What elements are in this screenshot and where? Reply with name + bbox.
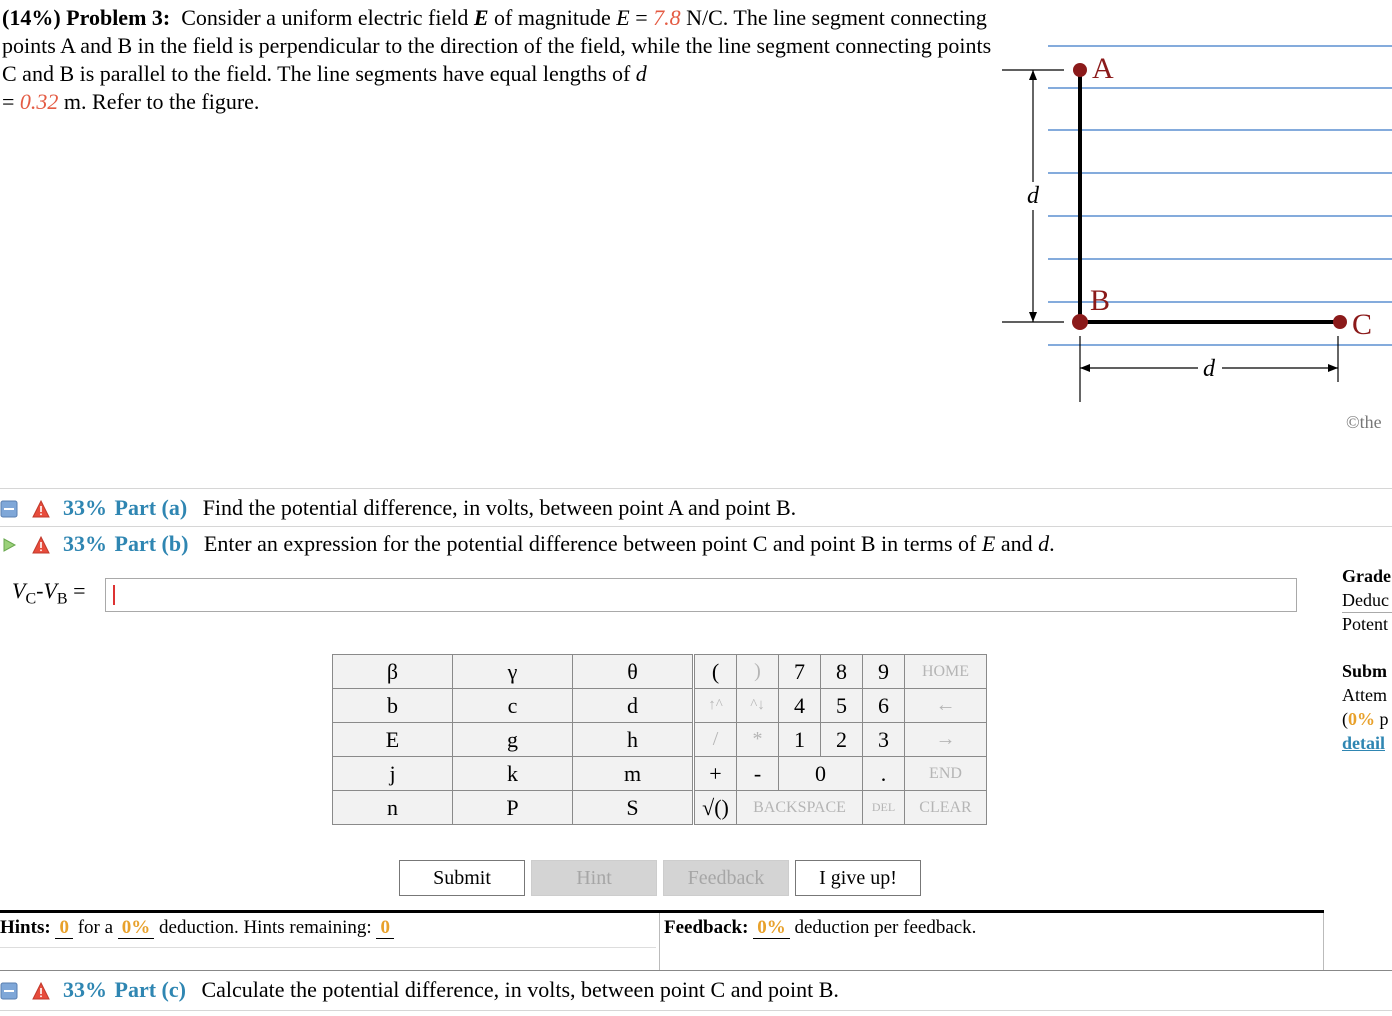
key-6[interactable]: 6 <box>863 689 905 723</box>
key-b[interactable]: b <box>333 689 453 723</box>
field-figure <box>1000 40 1392 440</box>
key-divide[interactable]: / <box>695 723 737 757</box>
key-5[interactable]: 5 <box>821 689 863 723</box>
part-b-row[interactable] <box>0 529 1055 559</box>
answer-dash: - <box>36 578 44 603</box>
submission-panel <box>1342 659 1389 755</box>
paren: ( <box>1342 709 1348 729</box>
key-minus[interactable]: - <box>737 757 779 791</box>
key-decimal[interactable]: . <box>863 757 905 791</box>
label-A: A <box>1092 52 1114 85</box>
problem-text: = <box>2 89 20 114</box>
submission-p: p <box>1375 709 1389 729</box>
key-gamma[interactable]: γ <box>453 655 573 689</box>
hints-remaining: 0 <box>376 917 394 939</box>
key-k[interactable]: k <box>453 757 573 791</box>
feedback-label: Feedback: <box>664 917 749 938</box>
grade-potential: Potent <box>1342 614 1389 634</box>
problem-text: Consider a uniform electric field <box>181 5 474 30</box>
feedback-line <box>664 915 976 941</box>
divider <box>659 913 660 970</box>
key-m[interactable]: m <box>573 757 693 791</box>
hints-label: Hints: <box>0 917 51 938</box>
answer-V: V <box>12 578 26 603</box>
feedback-button[interactable]: Feedback <box>663 860 789 896</box>
symbol-E: E <box>473 5 489 30</box>
variable-keypad <box>332 654 693 825</box>
part-b-text-pre: Enter an expression for the potential difference between point C and point B in terms of <box>203 531 982 556</box>
key-h[interactable]: h <box>573 723 693 757</box>
answer-equals: = <box>67 578 86 603</box>
text-caret <box>113 585 115 605</box>
label-B: B <box>1090 284 1111 317</box>
field-magnitude-value: 7.8 <box>653 5 681 30</box>
key-3[interactable]: 3 <box>863 723 905 757</box>
divider <box>0 1010 1392 1011</box>
point-A <box>1073 63 1087 77</box>
answer-sub-C: C <box>25 590 37 608</box>
key-multiply[interactable]: * <box>737 723 779 757</box>
key-9[interactable]: 9 <box>863 655 905 689</box>
problem-text: = <box>629 5 654 30</box>
symbol-d: d <box>635 61 647 86</box>
part-a-label: Part (a) <box>114 495 188 520</box>
expand-arrow-icon[interactable] <box>0 536 18 554</box>
key-plus[interactable]: + <box>695 757 737 791</box>
divider <box>1342 612 1392 613</box>
collapse-icon[interactable] <box>0 500 18 518</box>
feedback-text: deduction per feedback. <box>789 917 977 938</box>
key-beta[interactable]: β <box>333 655 453 689</box>
submission-pct: 0% <box>1348 709 1375 729</box>
key-1[interactable]: 1 <box>779 723 821 757</box>
key-g[interactable]: g <box>453 723 573 757</box>
numeric-keypad <box>694 654 987 825</box>
submission-attempts: Attem <box>1342 685 1387 705</box>
label-d-horizontal: d <box>1203 356 1215 382</box>
key-8[interactable]: 8 <box>821 655 863 689</box>
symbol-E: E <box>616 5 630 30</box>
hint-button[interactable]: Hint <box>531 860 657 896</box>
key-P[interactable]: P <box>453 791 573 825</box>
key-2[interactable]: 2 <box>821 723 863 757</box>
key-clear[interactable]: CLEAR <box>905 791 987 825</box>
key-delete[interactable]: DEL <box>863 791 905 825</box>
warning-icon <box>32 982 50 1000</box>
problem-text: of magnitude <box>488 5 617 30</box>
warning-icon <box>32 536 50 554</box>
hints-line <box>0 915 394 941</box>
divider <box>1323 913 1324 970</box>
hints-text: deduction. Hints remaining: <box>154 917 377 938</box>
key-7[interactable]: 7 <box>779 655 821 689</box>
key-open-paren[interactable]: ( <box>695 655 737 689</box>
divider <box>0 526 1392 527</box>
details-link[interactable]: detail <box>1342 733 1385 753</box>
key-backspace[interactable]: BACKSPACE <box>737 791 863 825</box>
part-c-row[interactable] <box>0 975 839 1005</box>
submissions-title: Subm <box>1342 661 1388 681</box>
part-c-label: Part (c) <box>114 977 186 1002</box>
part-a-row[interactable] <box>0 493 796 523</box>
key-right-arrow[interactable]: → <box>905 723 987 757</box>
collapse-icon[interactable] <box>0 982 18 1000</box>
symbol-E: E <box>981 531 996 556</box>
divider <box>0 488 1392 489</box>
key-d[interactable]: d <box>573 689 693 723</box>
problem-text: m. Refer to the figure. <box>58 89 260 114</box>
problem-text: N/C. The line segment connecting points A and B in the field is perpendicular to the direction of the field, while the line segment connecting points C and B is parallel to the field. The line segments have equal lengths of <box>2 5 992 86</box>
answer-sub-B: B <box>56 590 68 608</box>
part-b-percent: 33% <box>63 531 107 556</box>
hints-deduction: 0% <box>118 917 155 939</box>
answer-V: V <box>43 578 57 603</box>
point-B <box>1072 314 1088 330</box>
key-superscript-up[interactable]: ↑^ <box>695 689 737 723</box>
part-b-period: . <box>1049 531 1055 556</box>
length-value: 0.32 <box>19 89 59 114</box>
grade-panel <box>1342 564 1391 636</box>
key-end[interactable]: END <box>905 757 987 791</box>
part-b-label: Part (b) <box>114 531 189 556</box>
grade-deduction: Deduc <box>1342 590 1389 610</box>
part-c-text: Calculate the potential difference, in volts, between point C and point B. <box>201 977 839 1002</box>
answer-input[interactable] <box>105 578 1297 612</box>
hints-count: 0 <box>55 917 73 939</box>
key-S[interactable]: S <box>573 791 693 825</box>
hints-text: for a <box>72 917 118 938</box>
key-home[interactable]: HOME <box>905 655 987 689</box>
key-0[interactable]: 0 <box>779 757 863 791</box>
point-C <box>1333 315 1347 329</box>
warning-icon <box>32 500 50 518</box>
problem-statement <box>2 4 992 116</box>
part-a-text: Find the potential difference, in volts, between point A and point B. <box>202 495 797 520</box>
key-c[interactable]: c <box>453 689 573 723</box>
give-up-button[interactable]: I give up! <box>795 860 921 896</box>
key-left-arrow[interactable]: ← <box>905 689 987 723</box>
key-4[interactable]: 4 <box>779 689 821 723</box>
feedback-deduction: 0% <box>753 917 790 939</box>
key-sqrt[interactable]: √() <box>695 791 737 825</box>
answer-label <box>12 578 86 608</box>
submit-button[interactable]: Submit <box>399 860 525 896</box>
label-C: C <box>1352 308 1373 341</box>
grade-title: Grade <box>1342 566 1391 586</box>
key-superscript-down[interactable]: ^↓ <box>737 689 779 723</box>
part-a-percent: 33% <box>63 495 107 520</box>
key-close-paren[interactable]: ) <box>737 655 779 689</box>
label-d-vertical: d <box>1027 183 1039 209</box>
part-c-percent: 33% <box>63 977 107 1002</box>
problem-title: Problem 3: <box>66 5 171 30</box>
part-b-text <box>204 531 1055 556</box>
divider <box>0 947 656 948</box>
problem-weight: (14%) <box>2 5 61 30</box>
part-b-and: and <box>995 531 1039 556</box>
symbol-d: d <box>1038 531 1050 556</box>
key-E[interactable]: E <box>333 723 453 757</box>
key-theta[interactable]: θ <box>573 655 693 689</box>
key-j[interactable]: j <box>333 757 453 791</box>
key-n[interactable]: n <box>333 791 453 825</box>
figure-copyright: ©the <box>1346 412 1382 432</box>
